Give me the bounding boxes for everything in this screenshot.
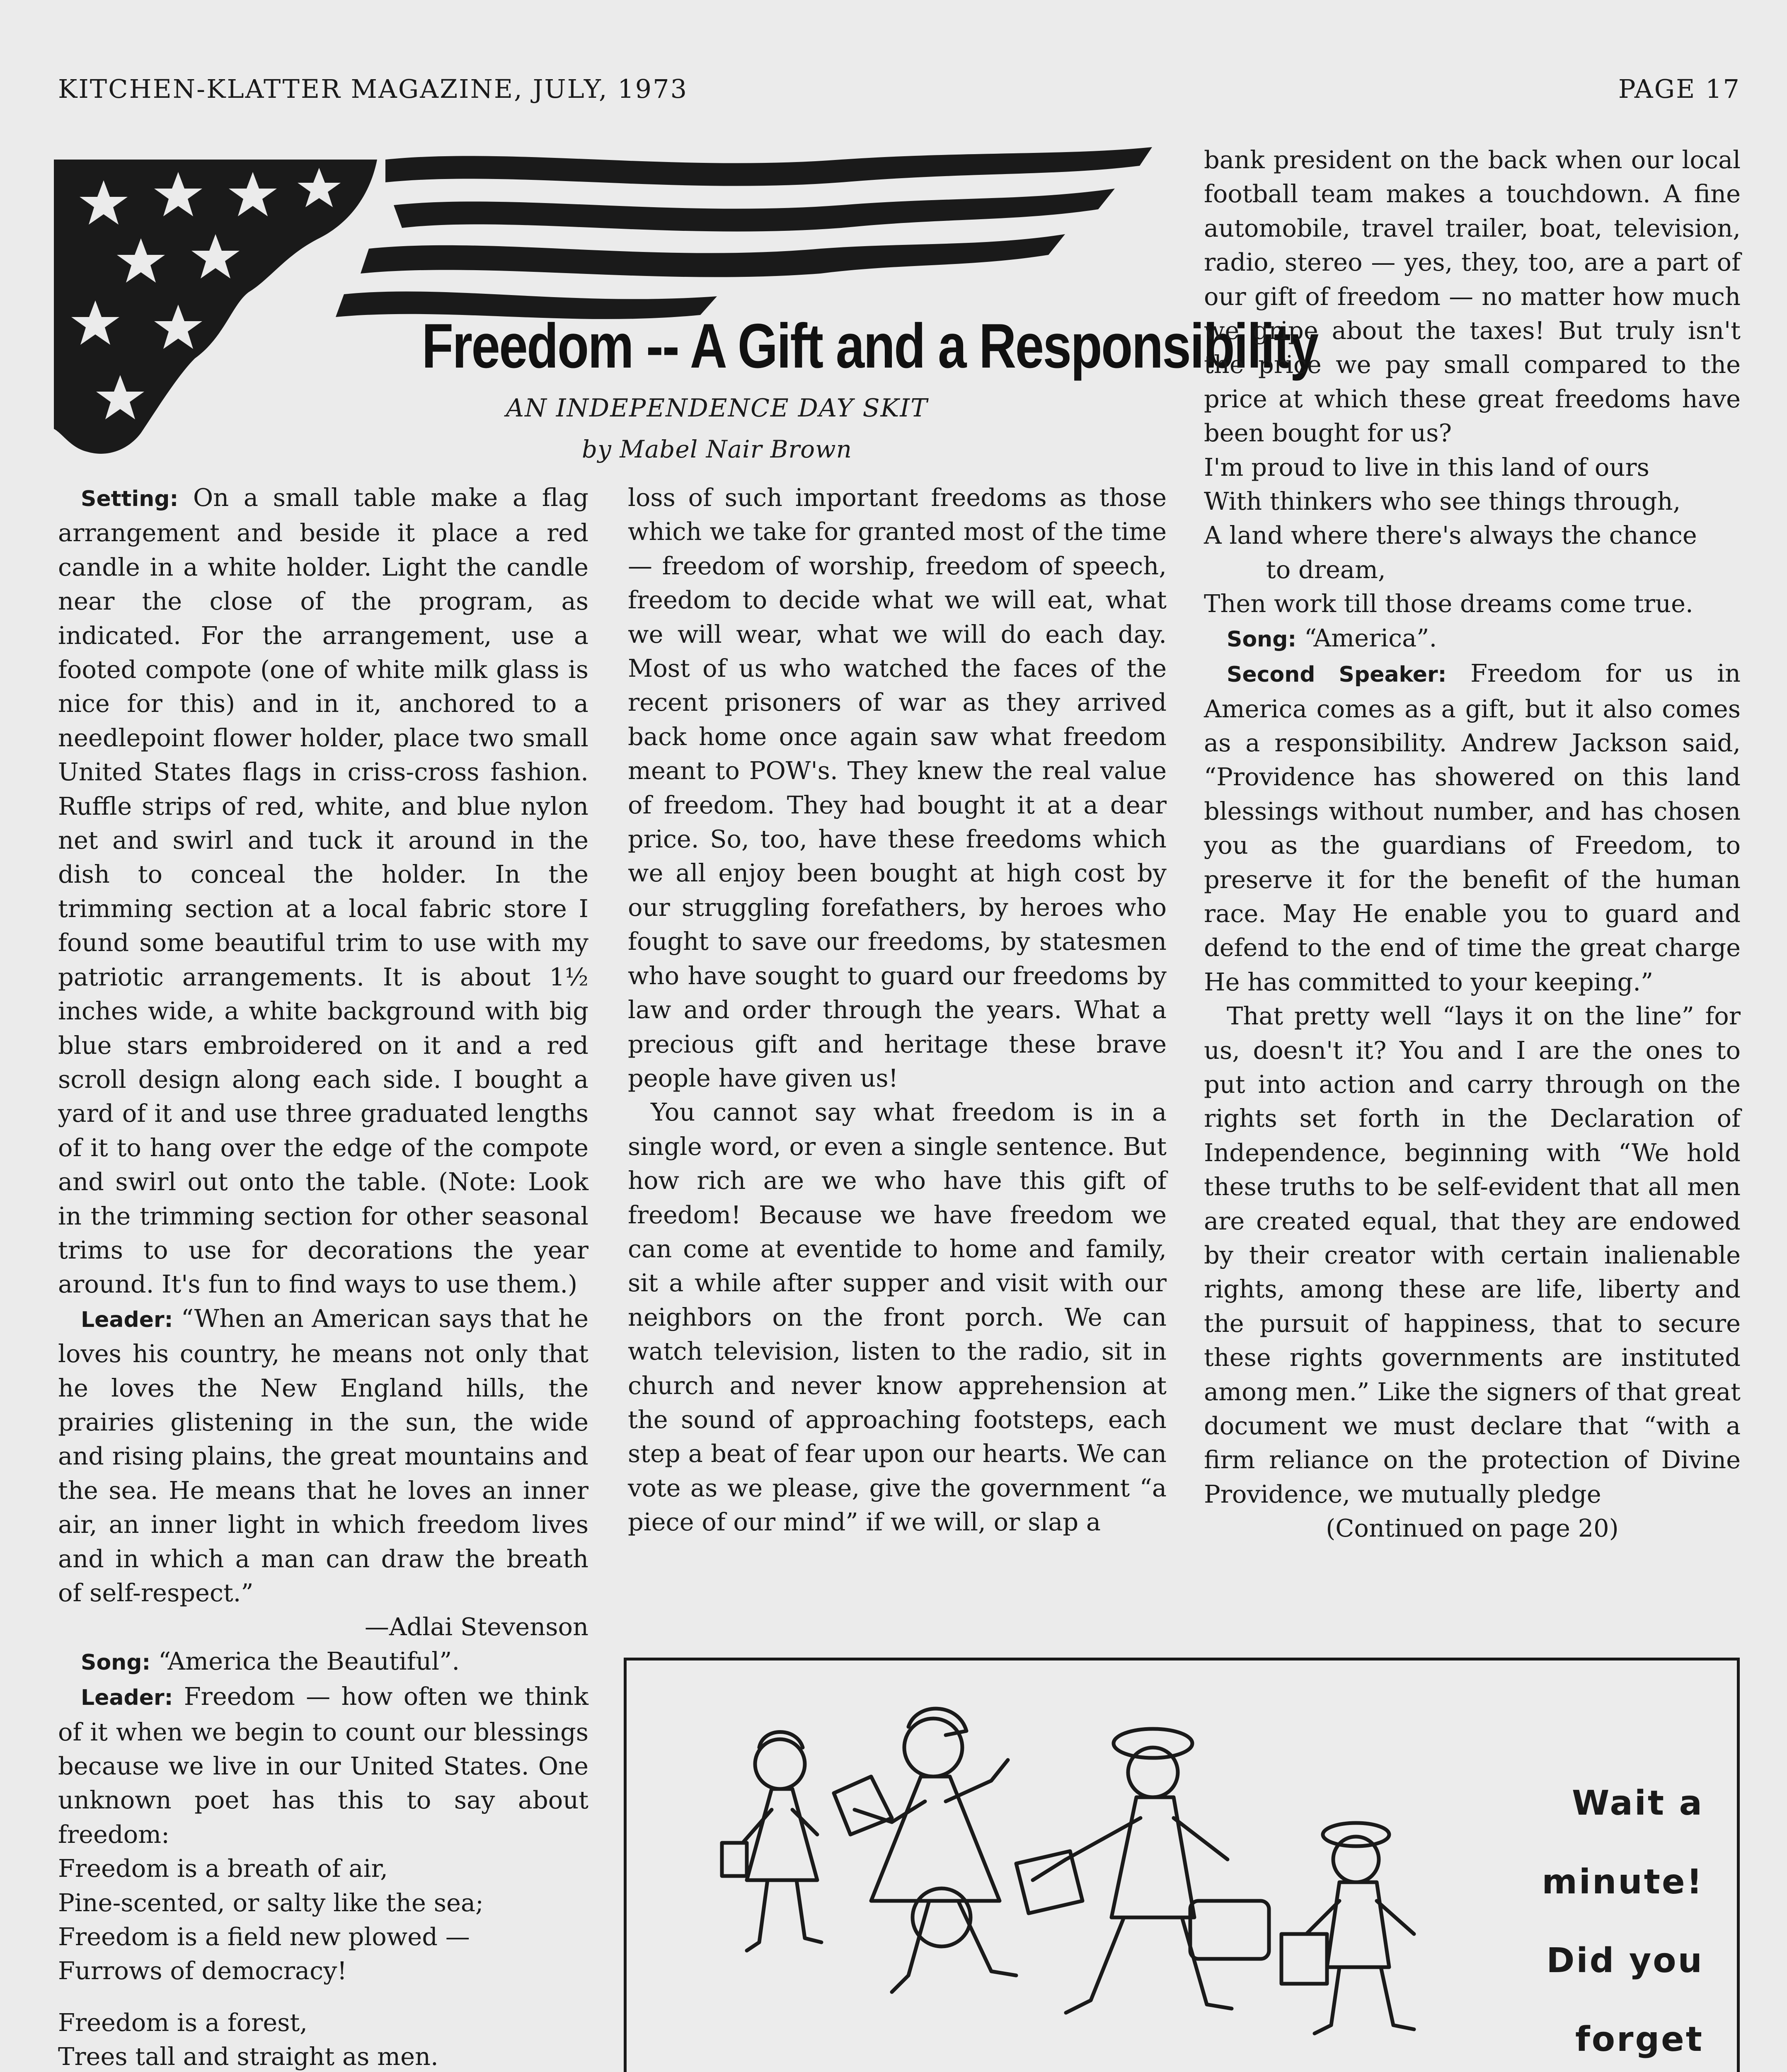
cannot-say-paragraph-start: You cannot say what freedom is in a single word, or even a single sentence. But how rich are we who have this gift of freedom! Because we have freedom we can come at eventide to home and family, sit a while after supper and visit with our neighbors on the front porch. We can watch television, listen to the radio, sit in church and never know apprehension at the sound of approaching footsteps, each step a beat of fear upon our hearts. We can vote as we please, give the government “a piece of our mind” if we will, or slap a [628, 1098, 1167, 1537]
running-header [58, 74, 1741, 111]
leader-freedom-text: Freedom — how often we think of it when we begin to count our blessings because we live in our United States. One unknown poet has this to say about freedom: [58, 1682, 588, 1849]
subscription-advertisement [624, 1658, 1740, 2072]
article-title: Freedom -- A Gift and a Responsibility [421, 311, 1318, 381]
ad-headline-line: Did you forget [1546, 1941, 1704, 2059]
leader-quote-paragraph [58, 1302, 588, 1610]
setting-label: Setting: [81, 487, 179, 511]
quote-attribution: —Adlai Stevenson [364, 1612, 588, 1641]
song-title: “America the Beautiful”. [150, 1646, 460, 1675]
pretty-well-paragraph: That pretty well “lays it on the line” for us, doesn't it? You and I are the ones to put into action and carry through on the rights set forth in the Declaration of Independence, beginning with “We hold these truths to be self-evident that all men are created equal, that they are endowed by their creator with certain inalienable rights, among these are life, liberty and the pursuit of happiness, that to secure these rights governments are instituted among men.” Like the signers of that great document we must declare that “with a firm reliance on the protection of Divine Providence, we mutually pledge [1204, 1002, 1741, 1508]
flag-stripes [336, 147, 1152, 319]
girl-figure [722, 1732, 821, 1951]
second-speaker-text: Freedom for us in America comes as a gift, but it also comes as a responsibility. Andrew Jackson said, “Providence has showered on this land blessings without number, and has chosen you as the guardians of Freedom, to preserve it for the benefit of the human race. May He enable you to guard and defend to the end of time the great charge He has committed to your keeping.” [1204, 659, 1741, 996]
cannot-say-paragraph-end: bank president on the back when our local football team makes a touchdown. A fine automobile, travel trailer, boat, television, radio, stereo — yes, they, too, are a part of our gift of freedom — no matter how much we gripe about the taxes! But truly isn't the price we pay small compared to the price at which these great freedoms have been bought for us? [1204, 145, 1741, 448]
leader-label: Leader: [81, 1685, 173, 1711]
poem-line: Furrows of democracy! [58, 1956, 347, 1985]
verse-line: A land where there's always the chance [1204, 521, 1697, 550]
leader-freedom-paragraph [58, 1680, 588, 1852]
father-figure [1016, 1729, 1269, 2013]
ad-headline [1414, 1764, 1704, 2072]
poem-line: Pine-scented, or salty like the sea; [58, 1888, 484, 1917]
song-title: “America”. [1296, 623, 1437, 652]
first-speaker-continued: loss of such important freedoms as those which we take for granted most of the time — freedom of worship, freedom of speech, freedom to decide what we will eat, what we will wear, what we will do each day. Most of us who watched the faces of the recent prisoners of war as they arrived back home once again saw what freedom meant to POW's. They knew the real value of freedom. They had bought it at a dear price. So, too, have these freedoms which we all enjoy been bought at high cost by our struggling forefathers, by heroes who fought to save our freedoms, by statesmen who have sought to guard our freedoms by law and order through the years. What a precious gift and heritage these brave people have given us! [628, 483, 1167, 1092]
continued-note: (Continued on page 20) [1326, 1514, 1619, 1543]
ad-headline-line: Wait a minute! [1542, 1784, 1704, 1902]
verse-line: I'm proud to live in this land of ours [1204, 453, 1649, 482]
verse-line: With thinkers who see things through, [1204, 487, 1681, 516]
flag-star-field [54, 160, 377, 454]
article-byline: by Mabel Nair Brown [581, 435, 852, 463]
boy-figure [1281, 1823, 1414, 2033]
page-number: PAGE 17 [1618, 74, 1741, 104]
magazine-issue-title: KITCHEN-KLATTER MAGAZINE, JULY, 1973 [58, 74, 688, 104]
verse-line: Then work till those dreams come true. [1204, 589, 1693, 618]
poem-line: Freedom is a field new plowed — [58, 1922, 470, 1951]
song-label: Song: [1227, 627, 1297, 652]
song-line [58, 1644, 588, 1680]
poem-line: Freedom is a forest, [58, 2008, 308, 2037]
family-running-illustration [676, 1685, 1484, 2058]
setting-paragraph [58, 481, 588, 1302]
leader-label: Leader: [81, 1307, 173, 1332]
poem-line: Trees tall and straight as men. [58, 2042, 438, 2071]
column-3 [1204, 143, 1741, 1546]
article-subtitle: AN INDEPENDENCE DAY SKIT [506, 394, 928, 423]
second-speaker-label: Second Speaker: [1227, 662, 1447, 687]
leader-quote-text: “When an American says that he loves his country, he means not only that he loves the New England hills, the prairies glistening in the sun, the wide and rising plains, the great mountains and the sea. He means that he loves an inner air, an inner light in which freedom lives and in which a man can draw the breath of self-respect.” [58, 1304, 588, 1607]
second-speaker-paragraph [1204, 656, 1741, 999]
verse-line: to dream, [1266, 555, 1386, 584]
column-2 [628, 481, 1167, 1539]
song-label: Song: [81, 1650, 151, 1675]
column-1 [58, 481, 588, 2072]
mother-figure [834, 1709, 1016, 1992]
poem-line: Freedom is a breath of air, [58, 1854, 388, 1883]
song-line [1204, 621, 1741, 656]
setting-text: On a small table make a flag arrangement and beside it place a red candle in a white holder. Light the candle near the close of the program, as indicated. For the arrangement, use a footed compote (one of white milk glass is nice for this) and in it, anchored to a needlepoint flower holder, place two small United States flags in criss-cross fashion. Ruffle strips of red, white, and blue nylon net and swirl and tuck it around in the dish to conceal the holder. In the trimming section at a local fabric store I found some beautiful trim to use with my patriotic arrangements. It is about 1½ inches wide, a white background with big blue stars embroidered on it and a red scroll design along each side. I bought a yard of it and use three graduated lengths of it to hang over the edge of the compote and swirl out onto the table. (Note: Look in the trimming section for other seasonal trims to use for decorations the year around. It's fun to find ways to use them.) [58, 483, 588, 1299]
